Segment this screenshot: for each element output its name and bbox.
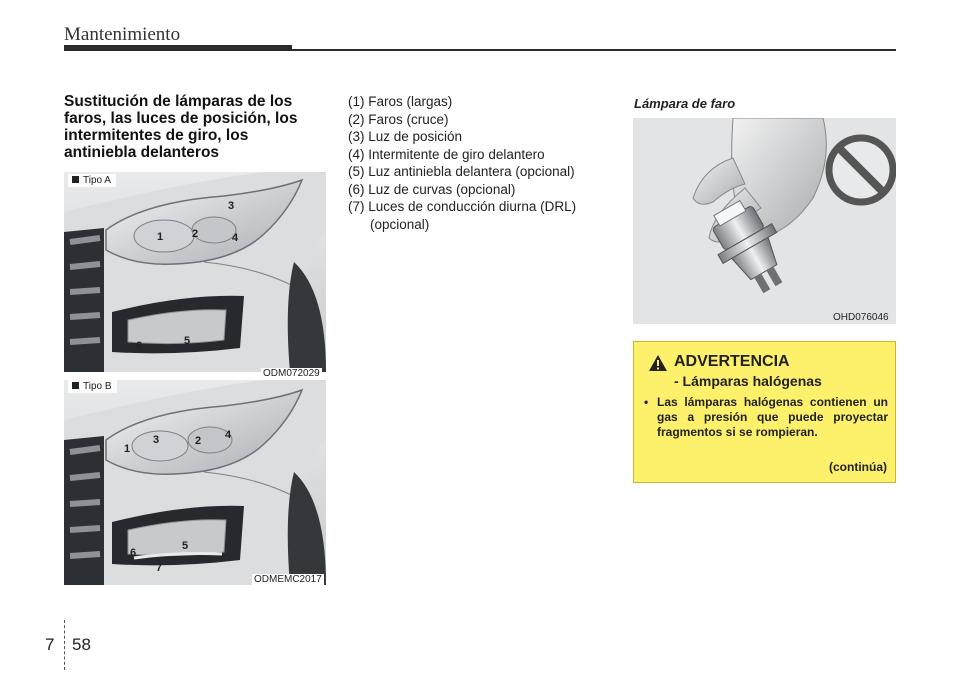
bullet: • bbox=[644, 395, 649, 409]
page-divider bbox=[64, 620, 65, 670]
warning-box bbox=[633, 341, 896, 483]
list-item: (3) Luz de posición bbox=[348, 129, 463, 144]
header-bar bbox=[64, 45, 292, 51]
callout-1: 1 bbox=[157, 231, 164, 243]
list-item: (5) Luz antiniebla delantera (opcional) bbox=[348, 164, 575, 179]
list-item: (4) Intermitente de giro delantero bbox=[348, 146, 545, 162]
figure-tag-b: Tipo B bbox=[68, 380, 117, 393]
continued-label: (continúa) bbox=[829, 460, 887, 474]
list-item: (6) Luz de curvas (opcional) bbox=[348, 181, 516, 197]
callout-5: 5 bbox=[182, 540, 189, 552]
figure-code-a: ODM072029 bbox=[263, 368, 320, 379]
headlamp-figure-type-b bbox=[64, 380, 326, 585]
hand-holding-bulb-illustration bbox=[633, 118, 896, 324]
bulb-list bbox=[348, 93, 618, 233]
callout-4: 4 bbox=[225, 429, 232, 441]
callout-2: 2 bbox=[195, 435, 202, 447]
prohibited-icon bbox=[829, 138, 893, 202]
callout-5: 5 bbox=[184, 335, 191, 347]
figure-code-b: ODMEMC2017 bbox=[254, 574, 322, 585]
callout-7: 7 bbox=[156, 562, 163, 574]
list-item: (7) Luces de conducción diurna (DRL) (opcional) bbox=[348, 199, 577, 232]
callout-3: 3 bbox=[228, 200, 235, 212]
header-rule bbox=[292, 49, 896, 51]
warning-title: ADVERTENCIA bbox=[674, 353, 790, 370]
headlamp-figure-type-a bbox=[64, 172, 326, 372]
car-front-illustration-b bbox=[64, 380, 326, 585]
subheading: Lámpara de faro bbox=[634, 96, 736, 111]
warning-triangle-icon bbox=[648, 354, 668, 372]
bulb-figure bbox=[633, 118, 896, 324]
page-number: 58 bbox=[72, 635, 91, 654]
square-bullet-icon bbox=[72, 382, 79, 389]
chapter-number: 7 bbox=[45, 635, 55, 654]
callout-2: 2 bbox=[192, 228, 199, 240]
callout-6: 6 bbox=[130, 547, 137, 559]
header-title: Mantenimiento bbox=[64, 24, 181, 45]
callout-1: 1 bbox=[124, 443, 131, 455]
square-bullet-icon bbox=[72, 176, 79, 183]
figure-tag-a: Tipo A bbox=[68, 174, 116, 187]
figure-code-bulb: OHD076046 bbox=[833, 312, 889, 323]
warning-body bbox=[644, 395, 888, 440]
list-item: (2) Faros (cruce) bbox=[348, 111, 449, 127]
list-item: (1) Faros (largas) bbox=[348, 94, 453, 109]
section-heading: Sustitución de lámparas de los faros, las luces de posición, los intermitentes de giro, los antiniebla delanteros bbox=[64, 93, 298, 161]
callout-6: 6 bbox=[136, 340, 143, 352]
callout-4: 4 bbox=[232, 232, 239, 244]
car-front-illustration-a bbox=[64, 172, 326, 372]
callout-3: 3 bbox=[153, 434, 160, 446]
warning-text: Las lámparas halógenas contienen un gas a presión que puede proyectar fragmentos si se rompieran. bbox=[657, 395, 888, 439]
warning-subtitle: - Lámparas halógenas bbox=[674, 373, 822, 389]
